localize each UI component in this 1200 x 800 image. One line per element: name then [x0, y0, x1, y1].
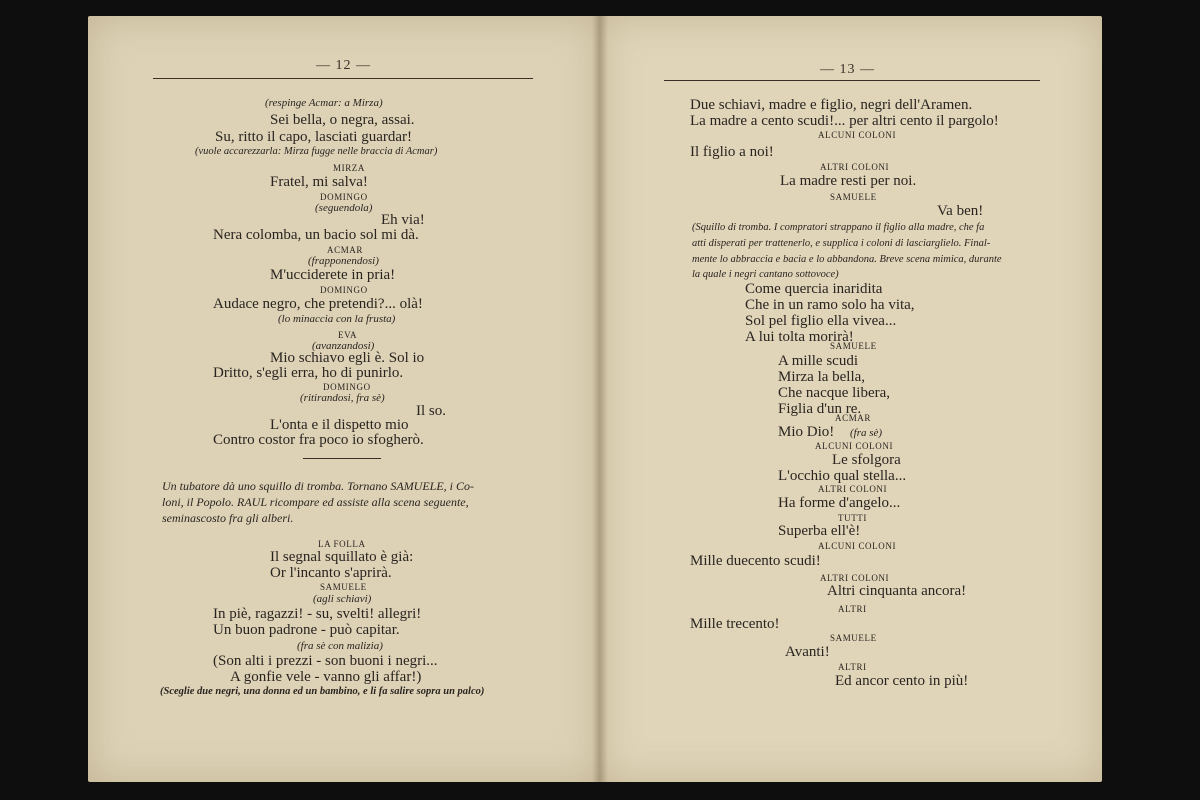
speaker-name: ACMAR — [835, 413, 872, 423]
speaker-name: DOMINGO — [320, 285, 368, 295]
verse-line: L'onta e il dispetto mio — [270, 417, 409, 433]
verse-line: Or l'incanto s'aprirà. — [270, 565, 392, 581]
verse-line: Mille duecento scudi! — [690, 553, 821, 569]
book-gutter — [592, 16, 608, 782]
verse-line: Mio schiavo egli è. Sol io — [270, 350, 425, 366]
verse-line: In piè, ragazzi! - su, svelti! allegri! — [213, 606, 422, 622]
speaker-name: ALTRI COLONI — [818, 484, 888, 494]
speaker-name: SAMUELE — [830, 192, 877, 202]
speaker-name: SAMUELE — [830, 341, 877, 351]
stage-direction: (seguendola) — [315, 202, 373, 214]
narration-line: Un tubatore dà uno squillo di tromba. Tornano SAMUELE, i Co- — [162, 479, 475, 493]
stage-direction: (vuole accarezzarla: Mirza fugge nelle braccia di Acmar) — [195, 146, 438, 157]
narration-line: seminascosto fra gli alberi. — [162, 511, 294, 525]
verse-line: A lui tolta morirà! — [745, 329, 854, 345]
verse-line: Figlia d'un re. — [778, 401, 862, 417]
speaker-name: ALTRI COLONI — [820, 162, 890, 172]
speaker-name: ALTRI — [838, 604, 867, 614]
verse-line: Contro costor fra poco io sfogherò. — [213, 432, 424, 448]
verse-line: A gonfie vele - vanno gli affar!) — [230, 669, 422, 685]
verse-line: A mille scudi — [778, 353, 858, 369]
speaker-name: ALCUNI COLONI — [815, 441, 894, 451]
header-rule-left — [153, 78, 533, 79]
verse-line: Superba ell'è! — [778, 523, 861, 539]
verse-line: Mille trecento! — [690, 616, 780, 632]
verse-line: Come quercia inaridita — [745, 281, 883, 297]
stage-direction: (frapponendosi) — [308, 255, 379, 267]
speaker-name: ALTRI — [838, 662, 867, 672]
verse-line: Un buon padrone - può capitar. — [213, 622, 400, 638]
verse-line: Mio Dio! — [778, 424, 835, 440]
speaker-name: LA FOLLA — [318, 539, 366, 549]
speaker-name: MIRZA — [333, 163, 365, 173]
verse-line: Sol pel figlio ella vivea... — [745, 313, 897, 329]
verse-line: Sei bella, o negra, assai. — [270, 112, 415, 128]
verse-line: Va ben! — [937, 203, 984, 219]
verse-line: (Son alti i prezzi - son buoni i negri... — [213, 653, 438, 669]
verse-line: Ha forme d'angelo... — [778, 495, 901, 511]
speaker-name: DOMINGO — [323, 382, 371, 392]
stage-direction: (Sceglie due negri, una donna ed un bambino, e li fa salire sopra un palco) — [160, 686, 485, 697]
verse-line: Dritto, s'egli erra, ho di punirlo. — [213, 365, 404, 381]
verse-line: Fratel, mi salva! — [270, 174, 368, 190]
stage-direction: la quale i negri cantano sottovoce) — [692, 269, 839, 280]
stage-direction: (fra sè con malizia) — [297, 640, 383, 652]
section-divider — [303, 458, 381, 459]
verse-line: Che in un ramo solo ha vita, — [745, 297, 915, 313]
speaker-name: SAMUELE — [320, 582, 367, 592]
verse-line: Audace negro, che pretendi?... olà! — [213, 296, 423, 312]
verse-line: Il figlio a noi! — [690, 144, 774, 160]
stage-direction: (lo minaccia con la frusta) — [278, 313, 396, 325]
verse-line: Le sfolgora — [832, 452, 901, 468]
stage-direction: (agli schiavi) — [313, 593, 372, 605]
verse-line: Il so. — [416, 403, 446, 419]
speaker-name: TUTTI — [838, 513, 867, 523]
verse-line: Nera colomba, un bacio sol mi dà. — [213, 227, 419, 243]
stage-direction: (fra sè) — [850, 427, 883, 439]
stage-direction: (ritirandosi, fra sè) — [300, 392, 385, 404]
header-rule-right — [664, 80, 1040, 81]
speaker-name: ALTRI COLONI — [820, 573, 890, 583]
stage-direction: (avanzandosi) — [312, 340, 375, 352]
speaker-name: DOMINGO — [320, 192, 368, 202]
verse-line: Due schiavi, madre e figlio, negri dell'Aramen. — [690, 97, 973, 113]
page-number-right: — 13 — — [820, 62, 875, 77]
stage-direction: (Squillo di tromba. I compratori strappano il figlio alla madre, che fa — [692, 222, 985, 233]
speaker-name: ALCUNI COLONI — [818, 130, 897, 140]
verse-line: Che nacque libera, — [778, 385, 891, 401]
verse-line: La madre a cento scudi!... per altri cento il pargolo! — [690, 113, 999, 129]
speaker-name: ACMAR — [327, 245, 364, 255]
stage-direction: mente lo abbraccia e bacia e lo abbandona. Breve scena mimica, durante — [692, 254, 1002, 265]
speaker-name: SAMUELE — [830, 633, 877, 643]
verse-line: La madre resti per noi. — [780, 173, 917, 189]
page-number-left: — 12 — — [316, 58, 371, 73]
verse-line: Mirza la bella, — [778, 369, 866, 385]
speaker-name: ALCUNI COLONI — [818, 541, 897, 551]
verse-line: Altri cinquanta ancora! — [827, 583, 967, 599]
verse-line: Avanti! — [785, 644, 830, 660]
verse-line: Eh via! — [381, 212, 425, 228]
verse-line: M'ucciderete in pria! — [270, 267, 396, 283]
narration-line: loni, il Popolo. RAUL ricompare ed assiste alla scena seguente, — [162, 495, 469, 509]
verse-line: Il segnal squillato è già: — [270, 549, 414, 565]
verse-line: Ed ancor cento in più! — [835, 673, 969, 689]
stage-direction: atti disperati per trattenerlo, e supplica i coloni di lasciarglielo. Final- — [692, 238, 991, 249]
verse-line: Su, ritto il capo, lasciati guardar! — [215, 129, 413, 145]
speaker-name: EVA — [338, 330, 358, 340]
stage-direction: (respinge Acmar: a Mirza) — [265, 97, 383, 109]
verse-line: L'occhio qual stella... — [778, 468, 907, 484]
